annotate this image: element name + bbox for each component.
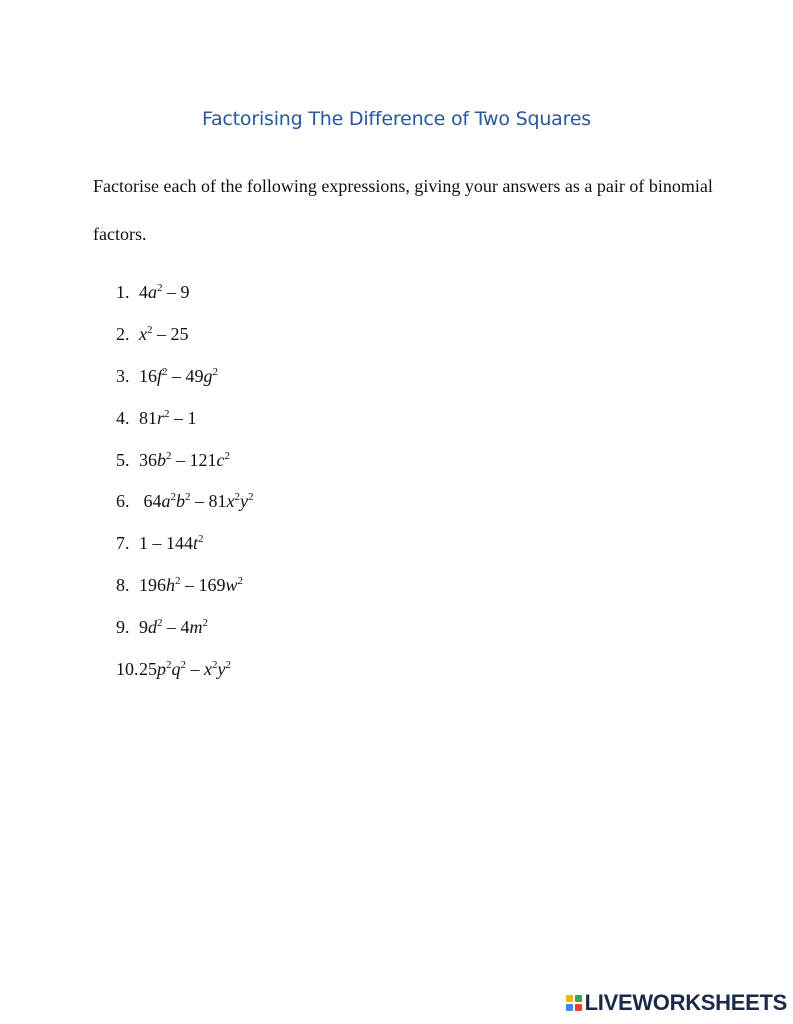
question-number: 4. <box>116 407 130 428</box>
logo-square <box>575 1004 582 1011</box>
page-title: Factorising The Difference of Two Squares <box>201 108 592 130</box>
brand-text: LIVEWORKSHEETS <box>584 990 787 1015</box>
question-expression: $25p^2q^2 - x^2y^2$ <box>139 658 231 679</box>
question-item <box>116 397 254 439</box>
brand-footer[interactable] <box>566 990 787 1016</box>
question-expression: $4a^2 - 9$ <box>139 282 190 303</box>
instructions-text: Factorise each of the following expressions, giving your answers as a pair of binomial factors. <box>93 176 713 244</box>
logo-square <box>575 995 582 1002</box>
question-list <box>116 272 254 690</box>
question-expression: $64a^2b^2 - 81x^2y^2$ <box>139 491 254 512</box>
question-item <box>116 356 254 398</box>
question-number: 7. <box>116 533 130 554</box>
logo-square <box>566 1004 573 1011</box>
question-number: 3. <box>116 365 130 386</box>
question-item <box>116 523 254 565</box>
question-expression: $36b^2 - 121c^2$ <box>139 449 230 470</box>
question-expression: $81r^2 - 1$ <box>139 407 197 428</box>
question-expression: $x^2 - 25$ <box>139 324 189 345</box>
question-item <box>116 648 254 690</box>
question-number: 8. <box>116 574 130 595</box>
question-item <box>116 272 254 314</box>
question-item <box>116 606 254 648</box>
question-expression: $16f^2 - 49g^2$ <box>139 365 219 386</box>
question-expression: $9d^2 - 4m^2$ <box>139 616 208 637</box>
question-number: 10. <box>116 658 139 679</box>
question-number: 9. <box>116 616 130 637</box>
question-number: 1. <box>116 282 130 303</box>
question-expression: $1 - 144t^2$ <box>139 533 204 554</box>
question-expression: $196h^2 - 169w^2$ <box>139 574 244 595</box>
question-item <box>116 439 254 481</box>
question-number: 6. <box>116 491 130 512</box>
liveworksheets-logo-icon <box>566 995 582 1011</box>
question-item <box>116 314 254 356</box>
question-item <box>116 565 254 607</box>
question-number: 2. <box>116 324 130 345</box>
logo-square <box>566 995 573 1002</box>
question-item <box>116 481 254 523</box>
question-number: 5. <box>116 449 130 470</box>
